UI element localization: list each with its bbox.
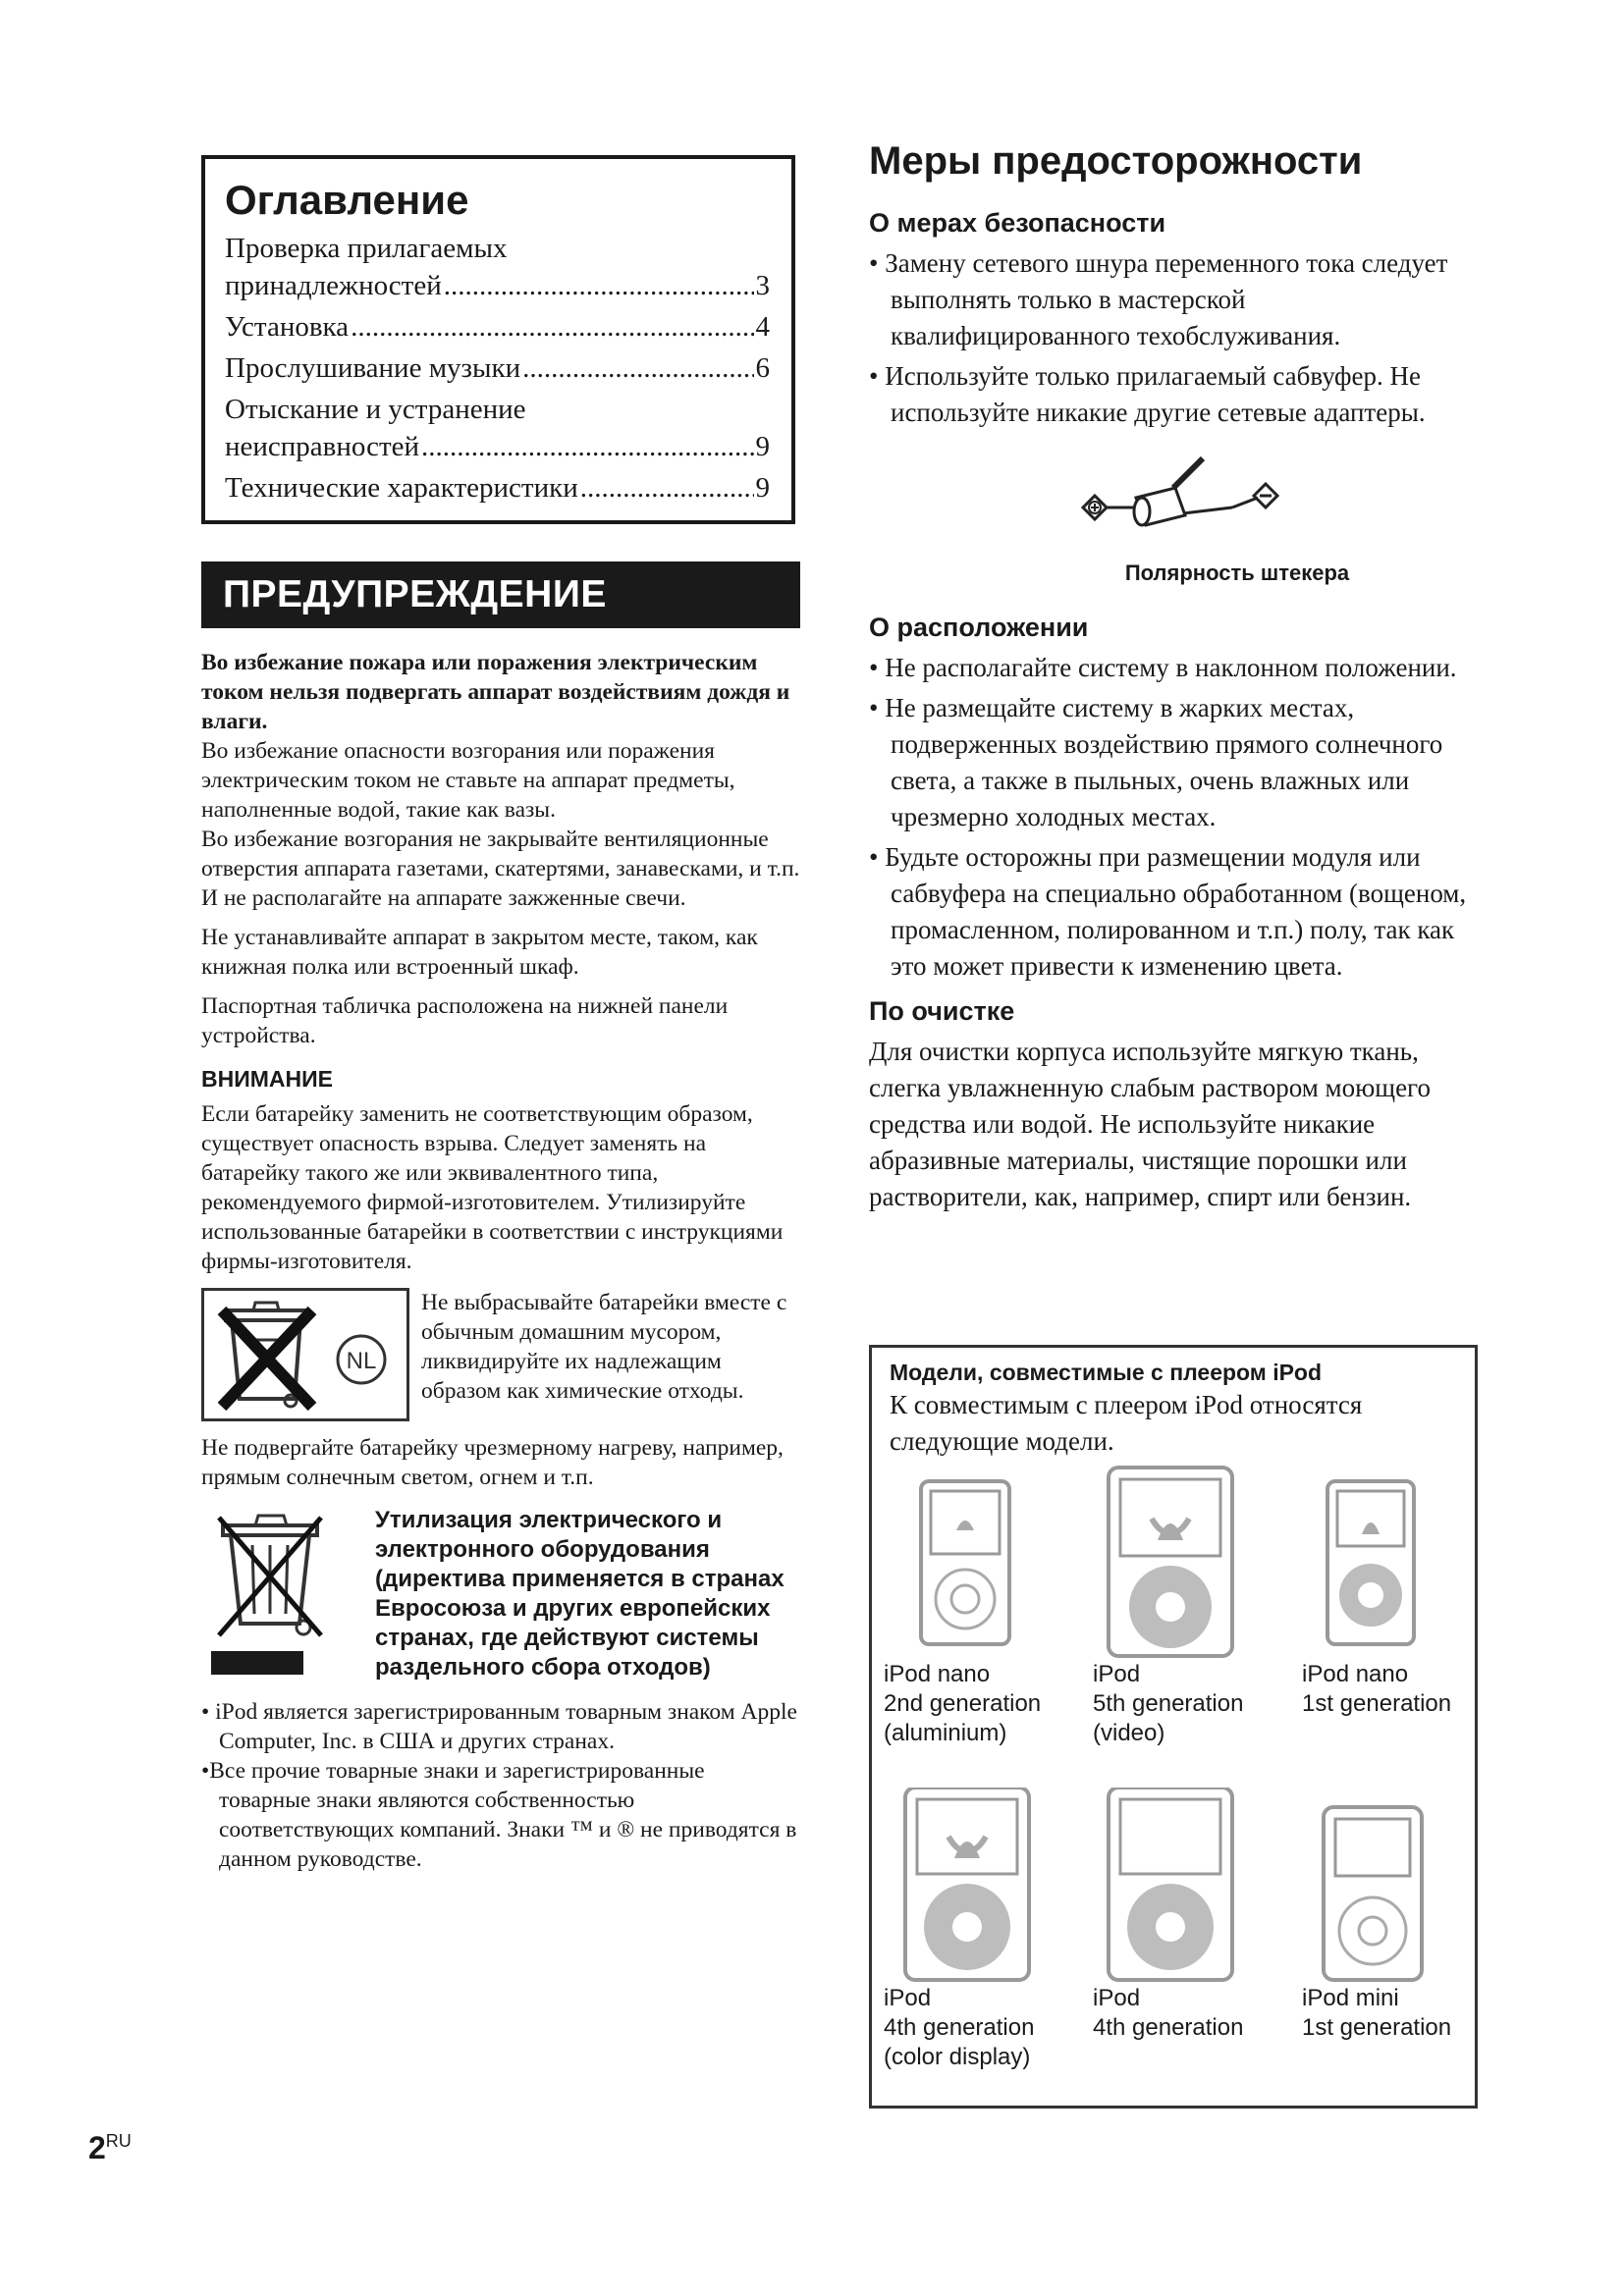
- safety-bullet: • Замену сетевого шнура переменного тока следует выполнять только в мастерской квалифицированного техобслуживания.: [869, 248, 1448, 350]
- toc-page-number: 9: [755, 431, 770, 462]
- ipod-nano-icon: [1298, 1464, 1469, 1660]
- plug-icon: [1134, 458, 1232, 525]
- ipod-models-subtitle: К совместимым с плеером iPod относятся следующие модели.: [890, 1390, 1363, 1456]
- ipod-model-card: [1298, 1788, 1469, 2111]
- ipod-model-caption: iPod nano 2nd generation (aluminium): [884, 1661, 1042, 1746]
- warning-paragraph: Во избежание возгорания не закрывайте вентиляционные отверстия аппарата газетами, скатертями, занавесками, и т.п. И не располагайте на аппарате зажженные свечи.: [201, 827, 800, 911]
- crossed-bin-icon: [201, 1506, 353, 1685]
- plug-polarity-caption: Полярность штекера: [1124, 561, 1350, 585]
- battery-disposal: [201, 1288, 800, 1421]
- ipod-model-caption: iPod 5th generation (video): [1093, 1661, 1244, 1746]
- toc-page-number: 3: [755, 270, 770, 301]
- toc-entry[interactable]: [225, 349, 770, 387]
- ipod-classic-icon: [1089, 1464, 1298, 1660]
- nl-label: NL: [346, 1348, 377, 1374]
- toc-entry-label: Проверка прилагаемых: [225, 233, 508, 264]
- toc-entry[interactable]: [225, 308, 770, 346]
- ipod-model-card: [1089, 1464, 1298, 1788]
- ipod-mini-icon: [1298, 1788, 1469, 1984]
- ipod-model-card: [880, 1788, 1089, 2111]
- plus-icon: [1083, 496, 1107, 519]
- trademark-note: • iPod является зарегистрированным товарным знаком Apple Computer, Inc. в США и других странах.: [201, 1699, 797, 1754]
- warning-paragraph: Паспортная табличка расположена на нижней панели устройства.: [201, 993, 729, 1048]
- placement-bullet: • Будьте осторожны при размещении модуля или сабвуфера на специально обработанном (вощеном, промасленном, полированном и т.п.) полу, так как это может привести к изменению цвета.: [869, 842, 1467, 981]
- safety-heading: О мерах безопасности: [869, 208, 1166, 238]
- precautions-body: [869, 206, 1478, 1215]
- ipod-classic-icon: [1089, 1788, 1298, 1984]
- toc-entry[interactable]: [225, 391, 770, 465]
- ipod-nano-icon: [880, 1464, 1089, 1660]
- toc-entry[interactable]: [225, 230, 770, 304]
- page-number: $2^{RU}$: [88, 2130, 132, 2165]
- precautions-title: Меры предосторожности: [869, 139, 1363, 183]
- table-of-contents: [201, 155, 795, 524]
- ipod-model-caption: iPod nano 1st generation: [1302, 1661, 1452, 1717]
- toc-entry[interactable]: [225, 469, 770, 507]
- warning-bold-intro: Во избежание пожара или поражения электрическим током нельзя подвергать аппарат воздействиям дождя и влаги.: [201, 650, 790, 734]
- ipod-model-caption: iPod 4th generation: [1093, 1985, 1244, 2041]
- plug-polarity-diagram: [869, 439, 1478, 555]
- safety-bullet: • Используйте только прилагаемый сабвуфер. Не используйте никакие другие сетевые адаптеры.: [869, 361, 1426, 427]
- ipod-model-card: [1089, 1788, 1298, 2111]
- toc-entry-label: Установка: [225, 311, 350, 343]
- weee-text: Утилизация электрического и электронного оборудования (директива применяется в странах Евросоюза и других европейских странах, где действуют системы раздельного сбора отходов): [375, 1507, 785, 1681]
- battery-disposal-text: Не выбрасывайте батарейки вместе с обычным домашним мусором, ликвидируйте их надлежащим образом как химические отходы.: [421, 1290, 787, 1404]
- cleaning-heading: По очистке: [869, 996, 1015, 1026]
- ipod-model-card: [880, 1464, 1089, 1788]
- ipod-models-box: [869, 1345, 1478, 2109]
- cleaning-text: Для очистки корпуса используйте мягкую ткань, слегка увлажненную слабым раствором моющего средства или водой. Не используйте никакие абразивные материалы, чистящие порошки или растворители, как, например, спирт или бензин.: [869, 1037, 1431, 1211]
- heat-warning-text: Не подвергайте батарейку чрезмерному нагреву, например, прямым солнечным светом, огнем и т.п.: [201, 1435, 784, 1490]
- placement-bullet: • Не размещайте систему в жарких местах, подверженных воздействию прямого солнечного света, а также в пыльных, очень влажных или чрезмерно холодных местах.: [869, 693, 1443, 831]
- warning-heading: ПРЕДУПРЕЖДЕНИЕ: [201, 561, 800, 628]
- toc-page-number: 4: [755, 311, 770, 343]
- placement-bullet: • Не располагайте систему в наклонном положении.: [869, 653, 1457, 682]
- ipod-models-heading: Модели, совместимые с плеером iPod: [890, 1360, 1323, 1385]
- ipod-model-card: [1298, 1464, 1469, 1788]
- toc-title: Оглавление: [225, 177, 469, 223]
- toc-entry-label: Технические характеристики: [225, 472, 578, 504]
- toc-entry-label: неисправностей: [225, 431, 420, 462]
- weee-notice: [201, 1506, 800, 1685]
- warning-paragraph: Во избежание опасности возгорания или поражения электрическим током не ставьте на аппарат предметы, наполненные водой, такие как вазы.: [201, 738, 735, 823]
- minus-icon: [1254, 484, 1277, 507]
- warning-paragraph: Не устанавливайте аппарат в закрытом месте, таком, как книжная полка или встроенный шкаф.: [201, 925, 758, 980]
- toc-page-number: 6: [755, 352, 770, 384]
- toc-entry-label: Прослушивание музыки: [225, 352, 521, 384]
- warning-body: [201, 648, 800, 1874]
- toc-page-number: 9: [755, 472, 770, 504]
- ipod-models-grid: [880, 1464, 1469, 2111]
- ipod-classic-icon: [880, 1788, 1089, 1984]
- toc-entry-label: принадлежностей: [225, 270, 442, 301]
- trademarks: [201, 1697, 800, 1874]
- ipod-model-caption: iPod mini 1st generation: [1302, 1985, 1452, 2041]
- caution-text: Если батарейку заменить не соответствующим образом, существует опасность взрыва. Следует заменять на батарейку такого же или эквивалентного типа, рекомендуемого фирмой-изготовителем. Утилизируйте использованные батарейки в соответствии с инструкциями фирмы-изготовителя.: [201, 1101, 784, 1274]
- toc-entry-label: Отыскание и устранение: [225, 394, 526, 425]
- ipod-model-caption: iPod 4th generation (color display): [884, 1985, 1035, 2070]
- trademark-note: •Все прочие товарные знаки и зарегистрированные товарные знаки являются собственностью соответствующих компаний. Знаки ™ и ® не приводятся в данном руководстве.: [201, 1758, 797, 1872]
- battery-bin-icon: [201, 1288, 409, 1421]
- caution-heading: ВНИМАНИЕ: [201, 1066, 334, 1092]
- placement-heading: О расположении: [869, 613, 1089, 642]
